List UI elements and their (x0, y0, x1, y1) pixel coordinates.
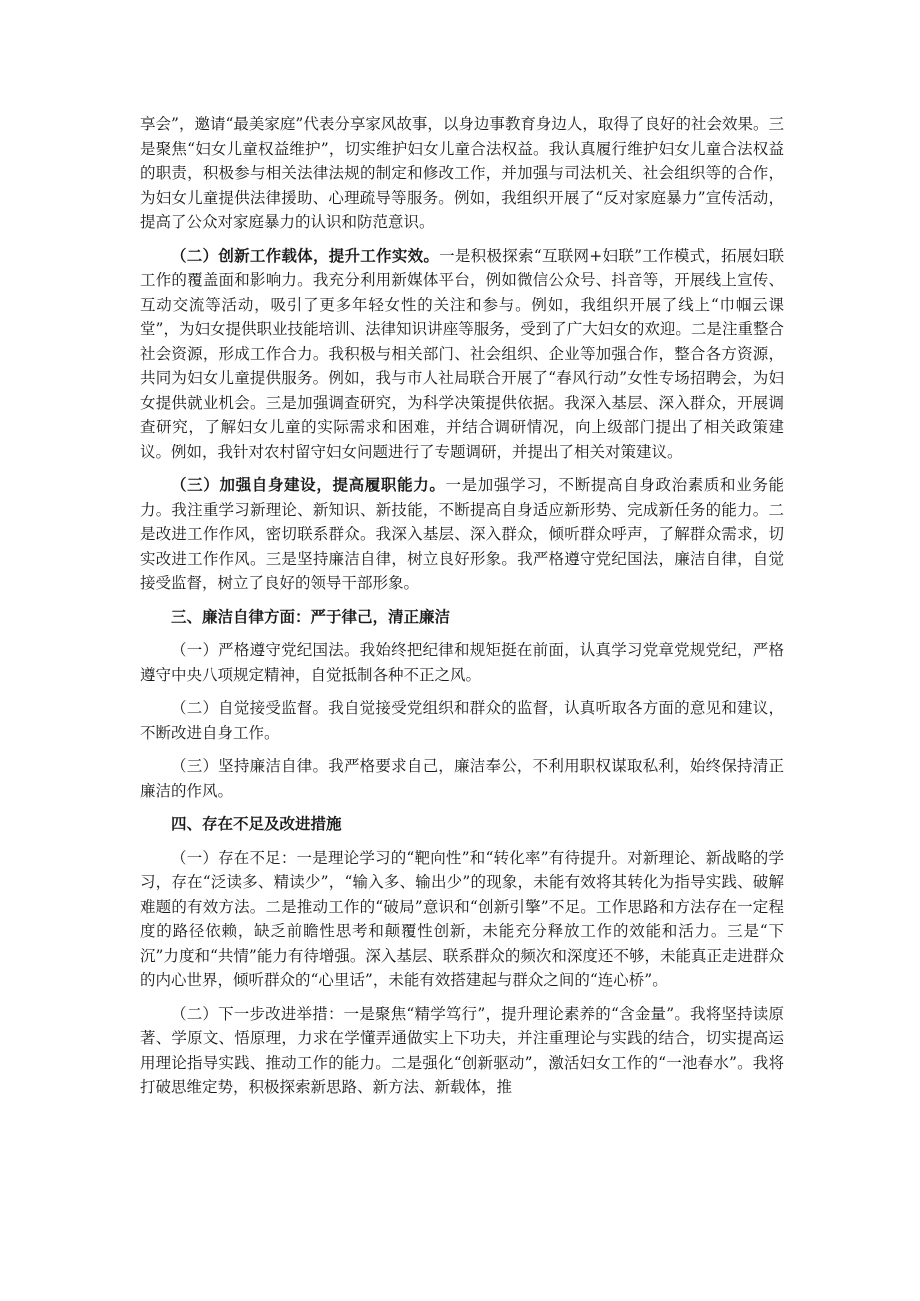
paragraph-8 (140, 846, 784, 993)
paragraph-text: （三）坚持廉洁自律。我严格要求自己，廉洁奉公，不利用职权谋取私利，始终保持清正廉洁的作风。 (140, 757, 784, 800)
paragraph-text: （一）严格遵守党纪国法。我始终把纪律和规矩挺在前面，认真学习党章党规党纪，严格遵守中央八项规定精神，自觉抵制各种不正之风。 (140, 641, 784, 684)
paragraph-text: （一）存在不足：一是理论学习的“靶向性”和“转化率”有待提升。对新理论、新战略的学习，存在“泛读多、精读少”，“输入多、输出少”的现象，未能有效将其转化为指导实践、破解难题的有效方法。二是推动工作的“破局”意识和“创新引擎”不足。工作思路和方法存在一定程度的路径依赖，缺乏前瞻性思考和颠覆性创新，未能充分释放工作的效能和活力。三是“下沉”力度和“共情”能力有待增强。深入基层、联系群众的频次和深度还不够，未能真正走进群众的内心世界，倾听群众的“心里话”，未能有效搭建起与群众之间的“连心桥”。 (140, 848, 784, 989)
paragraph-text: （二）自觉接受监督。我自觉接受党组织和群众的监督，认真听取各方面的意见和建议，不断改进自身工作。 (140, 699, 784, 742)
section-heading-3: 三、廉洁自律方面：严于律己，清正廉洁 (171, 606, 451, 626)
paragraph-heading: （三）加强自身建设，提高履职能力。 (171, 475, 446, 494)
paragraph-text: 享会”，邀请“最美家庭”代表分享家风故事，以身边事教育身边人，取得了良好的社会效果。三是聚焦“妇女儿童权益维护”，切实维护妇女儿童合法权益。我认真履行维护妇女儿童合法权益的职责，积极参与相关法律法规的制定和修改工作，并加强与司法机关、社会组织等的合作，为妇女儿童提供法律援助、心理疏导等服务。例如，我组织开展了“反对家庭暴力”宣传活动，提高了公众对家庭暴力的认识和防范意识。 (140, 115, 784, 231)
paragraph-1 (140, 244, 784, 465)
paragraph-text: （二）下一步改进举措：一是聚焦“精学笃行”，提升理论素养的“含金量”。我将坚持读原著、学原文、悟原理，力求在学懂弄通做实上下功夫，并注重理论与实践的结合，切实提高运用理论指导实践、推动工作的能力。二是强化“创新驱动”，激活妇女工作的“一池春水”。我将打破思维定势，积极探索新思路、新方法、新载体，推 (140, 1004, 784, 1096)
paragraph-text: 一是加强学习，不断提高自身政治素质和业务能力。我注重学习新理论、新知识、新技能，不断提高自身适应新形势、完成新任务的能力。二是改进工作作风，密切联系群众。我深入基层、深入群众，倾听群众呼声，了解群众需求，切实改进工作作风。三是坚持廉洁自律，树立良好形象。我严格遵守党纪国法，廉洁自律，自觉接受监督，树立了良好的领导干部形象。 (140, 476, 784, 592)
paragraph-4 (140, 638, 784, 687)
paragraph-heading: （二）创新工作载体，提升工作实效。 (171, 245, 440, 265)
paragraph-text: 一是积极探索“互联网+妇联”工作模式，拓展妇联工作的覆盖面和影响力。我充分利用新媒体平台，例如微信公众号、抖音等，开展线上宣传、互动交流等活动，吸引了更多年轻女性的关注和参与。例如，我组织开展了线上“巾帼云课堂”，为妇女提供职业技能培训、法律知识讲座等服务，受到了广大妇女的欢迎。二是注重整合社会资源，形成工作合力。我积极与相关部门、社会组织、企业等加强合作，整合各方资源，共同为妇女儿童提供服务。例如，我与市人社局联合开展了“春风行动”女性专场招聘会，为妇女提供就业机会。三是加强调查研究，为科学决策提供依据。我深入基层、深入群众，开展调查研究，了解妇女儿童的实际需求和困难，并结合调研情况，向上级部门提出了相关政策建议。例如，我针对农村留守妇女问题进行了专题调研，并提出了相关对策建议。 (140, 246, 784, 461)
paragraph-5 (140, 696, 784, 745)
document-page (140, 112, 784, 1109)
paragraph-0 (140, 112, 784, 235)
paragraph-2 (140, 473, 784, 596)
paragraph-6 (140, 754, 784, 803)
paragraph-9 (140, 1002, 784, 1100)
section-heading-4: 四、存在不足及改进措施 (171, 814, 342, 833)
